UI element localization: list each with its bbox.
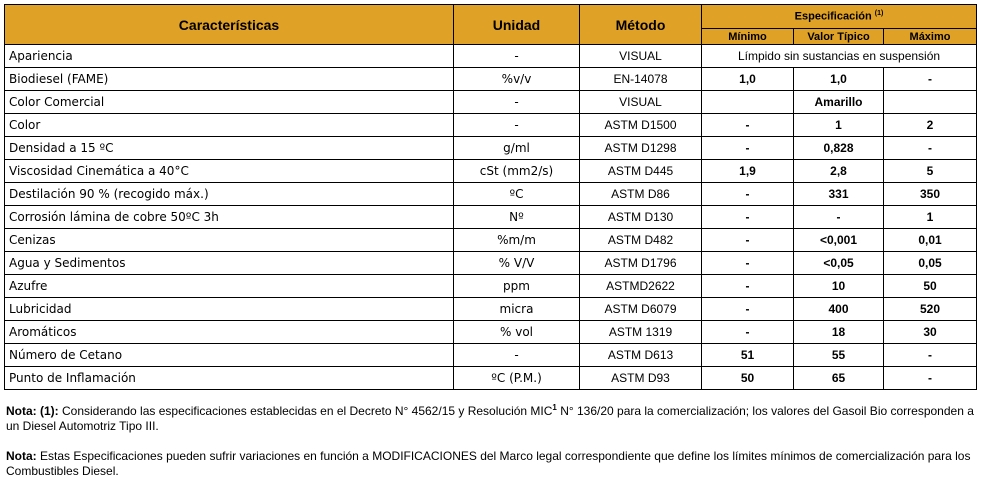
method-cell: EN-14078 [580, 68, 702, 91]
table-row [5, 160, 977, 183]
typical-cell: 18 [794, 321, 884, 344]
typical-cell: <0,001 [794, 229, 884, 252]
max-cell: 5 [884, 160, 977, 183]
note-2-label: Nota: [6, 449, 37, 463]
min-cell: - [702, 206, 794, 229]
max-cell: - [884, 137, 977, 160]
unit-cell: cSt (mm2/s) [454, 160, 580, 183]
max-cell: - [884, 68, 977, 91]
characteristic-name: Apariencia [5, 45, 454, 68]
typical-cell: <0,05 [794, 252, 884, 275]
table-row [5, 321, 977, 344]
unit-cell: - [454, 344, 580, 367]
specification-merged-cell: Límpido sin sustancias en suspensión [702, 45, 977, 68]
note-1-text-a: Considerando las especificaciones establecidas en el Decreto N° 4562/15 y Resolución MIC [58, 404, 553, 418]
characteristic-name: Biodiesel (FAME) [5, 68, 454, 91]
min-cell: - [702, 298, 794, 321]
typical-cell: 65 [794, 367, 884, 390]
header-specification-footnote: (1) [874, 10, 884, 18]
max-cell: 0,01 [884, 229, 977, 252]
max-cell: 350 [884, 183, 977, 206]
method-cell: ASTM D86 [580, 183, 702, 206]
method-cell: ASTM D1298 [580, 137, 702, 160]
method-cell: ASTMD2622 [580, 275, 702, 298]
table-row [5, 298, 977, 321]
min-cell: - [702, 114, 794, 137]
header-unit: Unidad [454, 5, 580, 45]
method-cell: ASTM D482 [580, 229, 702, 252]
unit-cell: ºC (P.M.) [454, 367, 580, 390]
unit-cell: ppm [454, 275, 580, 298]
typical-cell: Amarillo [794, 91, 884, 114]
characteristic-name: Azufre [5, 275, 454, 298]
min-cell: 51 [702, 344, 794, 367]
method-cell: ASTM D93 [580, 367, 702, 390]
characteristic-name: Cenizas [5, 229, 454, 252]
header-typical: Valor Típico [794, 29, 884, 45]
characteristic-name: Corrosión lámina de cobre 50ºC 3h [5, 206, 454, 229]
max-cell: - [884, 344, 977, 367]
note-1 [6, 400, 974, 434]
table-row [5, 45, 977, 68]
unit-cell: - [454, 114, 580, 137]
unit-cell: ºC [454, 183, 580, 206]
table-row [5, 91, 977, 114]
min-cell: 1,9 [702, 160, 794, 183]
unit-cell: %v/v [454, 68, 580, 91]
min-cell: - [702, 137, 794, 160]
characteristic-name: Aromáticos [5, 321, 454, 344]
typical-cell: 331 [794, 183, 884, 206]
typical-cell: 400 [794, 298, 884, 321]
min-cell: - [702, 229, 794, 252]
characteristic-name: Lubricidad [5, 298, 454, 321]
header-max: Máximo [884, 29, 977, 45]
characteristic-name: Color [5, 114, 454, 137]
typical-cell: 1,0 [794, 68, 884, 91]
table-row [5, 344, 977, 367]
header-specification [702, 5, 977, 29]
characteristic-name: Punto de Inflamación [5, 367, 454, 390]
note-1-label: Nota: (1): [6, 404, 59, 418]
typical-cell: 55 [794, 344, 884, 367]
header-specification-label: Especificación [794, 10, 872, 23]
unit-cell: - [454, 45, 580, 68]
characteristic-name: Color Comercial [5, 91, 454, 114]
unit-cell: micra [454, 298, 580, 321]
min-cell: 50 [702, 367, 794, 390]
typical-cell: 0,828 [794, 137, 884, 160]
max-cell: 520 [884, 298, 977, 321]
method-cell: ASTM D1796 [580, 252, 702, 275]
header-min: Mínimo [702, 29, 794, 45]
characteristic-name: Agua y Sedimentos [5, 252, 454, 275]
max-cell: 1 [884, 206, 977, 229]
characteristic-name: Densidad a 15 ºC [5, 137, 454, 160]
min-cell: 1,0 [702, 68, 794, 91]
note-2 [6, 449, 974, 479]
unit-cell: g/ml [454, 137, 580, 160]
max-cell: 50 [884, 275, 977, 298]
unit-cell: %m/m [454, 229, 580, 252]
characteristic-name: Destilación 90 % (recogido máx.) [5, 183, 454, 206]
note-1-superscript: 1 [552, 403, 557, 412]
unit-cell: Nº [454, 206, 580, 229]
unit-cell: % V/V [454, 252, 580, 275]
method-cell: ASTM 1319 [580, 321, 702, 344]
min-cell: - [702, 275, 794, 298]
note-2-text: Estas Especificaciones pueden sufrir variaciones en función a MODIFICACIONES del Marco legal correspondiente que define los límites mínimos de comercialización para los Combustibles Diesel. [6, 449, 971, 478]
notes-section [6, 400, 974, 479]
header-method: Método [580, 5, 702, 45]
min-cell [702, 91, 794, 114]
typical-cell: 2,8 [794, 160, 884, 183]
min-cell: - [702, 321, 794, 344]
typical-cell: 1 [794, 114, 884, 137]
max-cell: 0,05 [884, 252, 977, 275]
method-cell: ASTM D1500 [580, 114, 702, 137]
max-cell: 2 [884, 114, 977, 137]
characteristic-name: Número de Cetano [5, 344, 454, 367]
method-cell: ASTM D613 [580, 344, 702, 367]
method-cell: ASTM D6079 [580, 298, 702, 321]
max-cell: 30 [884, 321, 977, 344]
table-row [5, 206, 977, 229]
table-row [5, 183, 977, 206]
table-row [5, 137, 977, 160]
method-cell: ASTM D445 [580, 160, 702, 183]
typical-cell: - [794, 206, 884, 229]
table-row [5, 68, 977, 91]
table-row [5, 114, 977, 137]
max-cell: - [884, 367, 977, 390]
table-row [5, 252, 977, 275]
typical-cell: 10 [794, 275, 884, 298]
unit-cell: - [454, 91, 580, 114]
max-cell [884, 91, 977, 114]
unit-cell: % vol [454, 321, 580, 344]
table-row [5, 275, 977, 298]
specifications-table [4, 4, 977, 390]
method-cell: VISUAL [580, 91, 702, 114]
characteristic-name: Viscosidad Cinemática a 40°C [5, 160, 454, 183]
note-1-text-b: N° 136/20 para la comercialización; los valores del Gasoil Bio corresponden a un Diesel Automotriz Tipo III. [6, 404, 974, 433]
table-row [5, 229, 977, 252]
table-row [5, 367, 977, 390]
header-characteristics: Características [5, 5, 454, 45]
method-cell: ASTM D130 [580, 206, 702, 229]
min-cell: - [702, 183, 794, 206]
method-cell: VISUAL [580, 45, 702, 68]
min-cell: - [702, 252, 794, 275]
